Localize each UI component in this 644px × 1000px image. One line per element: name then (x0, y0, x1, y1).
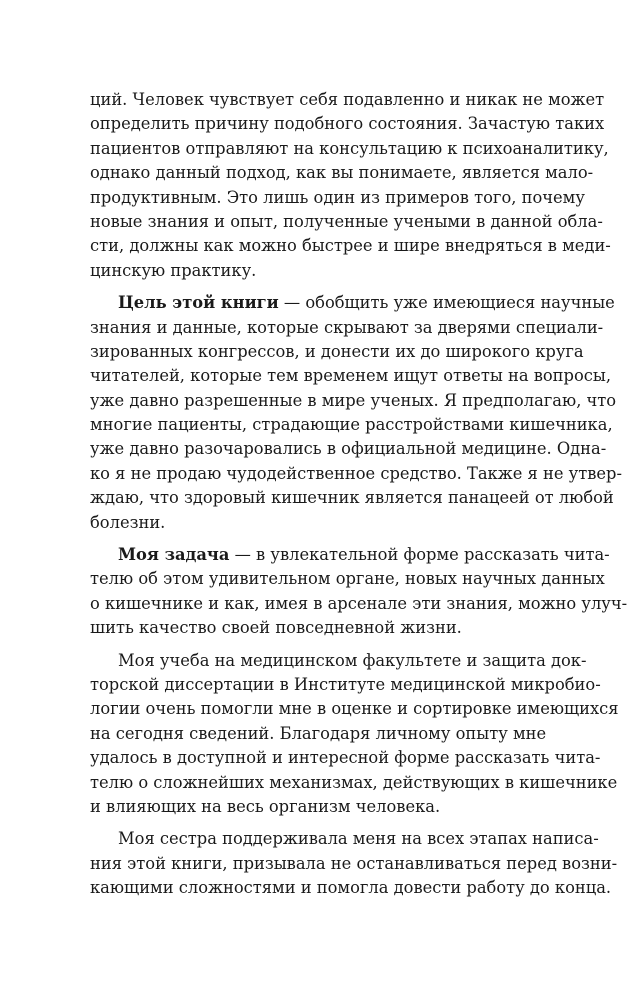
text-line (90, 413, 613, 437)
text-line (90, 543, 610, 567)
line-text: сти, должны как можно быстрее и шире внедряться в меди- (90, 236, 611, 256)
text-line (90, 746, 601, 770)
line-text: читателей, которые тем временем ищут ответы на вопросы, (90, 366, 611, 386)
line-text: Моя сестра поддерживала меня на всех этапах написа- (118, 829, 599, 849)
text-line (90, 567, 605, 591)
line-text: уже давно разрешенные в мире ученых. Я предполагаю, что (90, 390, 617, 410)
line-text: ждаю, что здоровый кишечник является панацеей от любой (90, 488, 614, 508)
text-line (90, 137, 609, 161)
line-text: кающими сложностями и помогла довести работу до конца. (90, 878, 612, 898)
text-line (90, 649, 587, 673)
text-line (90, 234, 611, 258)
line-text: знания и данные, которые скрывают за дверями специали- (90, 317, 604, 337)
paragraph (90, 543, 628, 641)
line-text: логии очень помогли мне в оценке и сортировке имеющихся (90, 699, 619, 719)
paragraph-gap (90, 819, 542, 827)
text-line (90, 592, 628, 616)
line-text: — в увлекательной форме рассказать чита- (229, 545, 610, 565)
line-text: цинскую практику. (90, 260, 257, 280)
text-line (90, 186, 585, 210)
line-text: удалось в доступной и интересной форме рассказать чита- (90, 748, 601, 768)
text-line (90, 161, 594, 185)
body-text (90, 88, 628, 901)
paragraph-gap (90, 283, 542, 291)
line-text: телю об этом удивительном органе, новых научных данных (90, 569, 605, 589)
text-line (90, 316, 604, 340)
bold-lead-in: Моя задача (118, 545, 230, 565)
paragraph (90, 88, 611, 283)
text-line (90, 112, 605, 136)
text-line (90, 511, 542, 535)
line-text: уже давно разочаровались в официальной медицине. Одна- (90, 439, 607, 459)
text-line (90, 389, 617, 413)
line-text: — обобщить уже имеющиеся научные (278, 293, 615, 313)
text-line (90, 771, 618, 795)
line-text: болезни. (90, 512, 166, 532)
line-text: ций. Человек чувствует себя подавленно и никак не может (90, 90, 605, 109)
line-text: продуктивным. Это лишь один из примеров того, почему (90, 187, 585, 207)
paragraph-gap (90, 641, 542, 649)
text-line (90, 486, 614, 510)
paragraph-gap (90, 535, 542, 543)
text-line (90, 437, 607, 461)
text-line (90, 364, 611, 388)
line-text: пациентов отправляют на консультацию к психоаналитику, (90, 138, 609, 158)
paragraph (90, 291, 622, 535)
text-line (90, 616, 542, 640)
text-line (90, 852, 618, 876)
text-line (90, 210, 603, 234)
text-line (90, 795, 542, 819)
text-line (90, 462, 622, 486)
bold-lead-in: Цель этой книги (118, 293, 279, 313)
line-text: шить качество своей повседневной жизни. (90, 618, 462, 638)
text-line (90, 722, 547, 746)
text-line (90, 673, 601, 697)
line-text: ния этой книги, призывала не останавливаться перед возни- (90, 853, 618, 873)
text-line (90, 291, 615, 315)
text-line (90, 259, 542, 283)
text-line (90, 876, 612, 900)
paragraph (90, 827, 618, 900)
line-text: и влияющих на весь организм человека. (90, 796, 441, 816)
line-text: ко я не продаю чудодейственное средство. Также я не утвер- (90, 463, 622, 483)
paragraph (90, 649, 619, 820)
line-text: новые знания и опыт, полученные учеными в данной обла- (90, 211, 603, 231)
line-text: зированных конгрессов, и донести их до широкого круга (90, 341, 584, 361)
line-text: однако данный подход, как вы понимаете, является мало- (90, 163, 594, 183)
line-text: на сегодня сведений. Благодаря личному опыту мне (90, 723, 547, 743)
line-text: торской диссертации в Институте медицинской микробио- (90, 674, 601, 694)
text-line (90, 697, 619, 721)
text-line (90, 88, 605, 112)
line-text: телю о сложнейших механизмах, действующих в кишечнике (90, 772, 618, 792)
line-text: Моя учеба на медицинском факультете и защита док- (118, 650, 587, 670)
text-line (90, 827, 599, 851)
text-line (90, 340, 584, 364)
line-text: многие пациенты, страдающие расстройствами кишечника, (90, 415, 613, 435)
line-text: определить причину подобного состояния. Зачастую таких (90, 114, 605, 134)
line-text: о кишечнике и как, имея в арсенале эти знания, можно улуч- (90, 593, 628, 613)
